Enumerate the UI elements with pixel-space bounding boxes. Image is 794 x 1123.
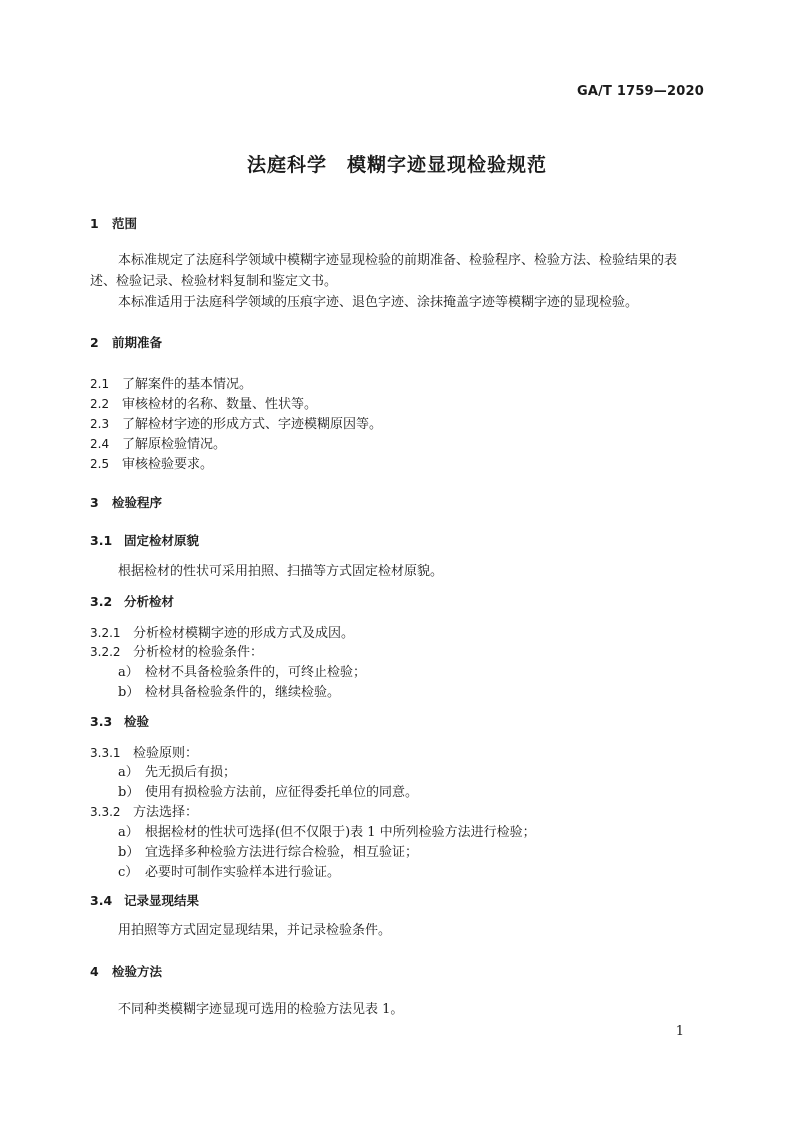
clause-text: 方法选择： xyxy=(133,805,199,820)
list-item xyxy=(118,681,340,700)
subsection-title: 记录显现结果 xyxy=(124,893,200,908)
clause-text: 分析检材模糊字迹的形成方式及成因。 xyxy=(133,626,355,641)
subsection-3-1-text: 根据检材的性状可采用拍照、扫描等方式固定检材原貌。 xyxy=(118,564,444,579)
list-text: 检材不具备检验条件的，可终止检验； xyxy=(145,665,367,680)
list-item xyxy=(118,661,366,680)
list-text: 使用有损检验方法前，应征得委托单位的同意。 xyxy=(145,785,419,800)
section-4-text: 不同种类模糊字迹显现可选用的检验方法见表 1。 xyxy=(118,1002,404,1017)
scope-paragraph-1-line-1: 本标准规定了法庭科学领域中模糊字迹显现检验的前期准备、检验程序、检验方法、检验结果的表 xyxy=(118,253,678,268)
subsection-3-1-heading xyxy=(90,531,199,549)
subsection-3-4-text: 用拍照等方式固定显现结果，并记录检验条件。 xyxy=(118,923,392,938)
list-marker: b） xyxy=(118,845,140,860)
list-marker: b） xyxy=(118,685,140,700)
subsection-title: 固定检材原貌 xyxy=(124,533,200,548)
clause-text: 分析检材的检验条件： xyxy=(133,645,264,660)
clause-3-3-1 xyxy=(90,742,198,761)
clause-text: 了解案件的基本情况。 xyxy=(122,377,253,392)
subsection-3-3-heading xyxy=(90,712,149,730)
clause-2-2 xyxy=(90,393,317,412)
list-marker: a） xyxy=(118,665,139,680)
scope-paragraph-2: 本标准适用于法庭科学领域的压痕字迹、退色字迹、涂抹掩盖字迹等模糊字迹的显现检验。 xyxy=(118,295,639,310)
section-title: 检验方法 xyxy=(112,964,163,979)
list-text: 检材具备检验条件的，继续检验。 xyxy=(145,685,341,700)
list-marker: a） xyxy=(118,825,139,840)
section-title: 范围 xyxy=(112,216,138,231)
clause-text: 审核检验要求。 xyxy=(122,457,214,472)
clause-number: 3.2.1 xyxy=(90,626,121,640)
subsection-number: 3.2 xyxy=(90,594,113,609)
clause-2-3 xyxy=(90,413,382,432)
list-item xyxy=(118,761,236,780)
clause-text: 审核检材的名称、数量、性状等。 xyxy=(122,397,318,412)
page-number: 1 xyxy=(675,1024,684,1039)
clause-number: 2.4 xyxy=(90,437,110,451)
list-item xyxy=(118,861,340,880)
section-number: 4 xyxy=(90,964,99,979)
section-number: 2 xyxy=(90,335,99,350)
subsection-title: 检验 xyxy=(124,714,150,729)
list-item xyxy=(118,841,418,860)
section-1-heading xyxy=(90,214,137,232)
section-title: 检验程序 xyxy=(112,495,163,510)
standard-code: GA/T 1759—2020 xyxy=(576,84,704,99)
section-3-heading xyxy=(90,493,162,511)
clause-2-5 xyxy=(90,453,213,472)
clause-number: 3.3.1 xyxy=(90,746,121,760)
subsection-3-4-heading xyxy=(90,891,199,909)
clause-number: 3.3.2 xyxy=(90,805,121,819)
clause-text: 检验原则： xyxy=(133,746,199,761)
clause-text: 了解检材字迹的形成方式、字迹模糊原因等。 xyxy=(122,417,383,432)
section-4-heading xyxy=(90,962,162,980)
clause-text: 了解原检验情况。 xyxy=(122,437,227,452)
list-item xyxy=(118,781,418,800)
subsection-number: 3.4 xyxy=(90,893,113,908)
list-marker: a） xyxy=(118,765,139,780)
clause-3-3-2 xyxy=(90,801,198,820)
subsection-number: 3.1 xyxy=(90,533,113,548)
section-title: 前期准备 xyxy=(112,335,163,350)
list-text: 必要时可制作实验样本进行验证。 xyxy=(145,865,341,880)
list-marker: c） xyxy=(118,865,139,880)
clause-number: 2.2 xyxy=(90,397,110,411)
document-title: 法庭科学 模糊字迹显现检验规范 xyxy=(246,154,547,176)
clause-number: 2.5 xyxy=(90,457,110,471)
clause-2-4 xyxy=(90,433,226,452)
clause-number: 3.2.2 xyxy=(90,645,121,659)
clause-number: 2.1 xyxy=(90,377,110,391)
list-marker: b） xyxy=(118,785,140,800)
clause-3-2-2 xyxy=(90,641,263,660)
scope-paragraph-1-line-2: 述、检验记录、检验材料复制和鉴定文书。 xyxy=(90,274,338,289)
list-text: 宜选择多种检验方法进行综合检验，相互验证； xyxy=(145,845,419,860)
section-number: 1 xyxy=(90,216,99,231)
clause-3-2-1 xyxy=(90,622,354,641)
subsection-number: 3.3 xyxy=(90,714,113,729)
list-item xyxy=(118,821,536,840)
clause-number: 2.3 xyxy=(90,417,110,431)
section-number: 3 xyxy=(90,495,99,510)
clause-2-1 xyxy=(90,373,252,392)
subsection-title: 分析检材 xyxy=(124,594,175,609)
section-2-heading xyxy=(90,333,162,351)
list-text: 先无损后有损； xyxy=(145,765,237,780)
subsection-3-2-heading xyxy=(90,592,174,610)
list-text: 根据检材的性状可选择(但不仅限于)表 1 中所列检验方法进行检验； xyxy=(145,825,536,840)
